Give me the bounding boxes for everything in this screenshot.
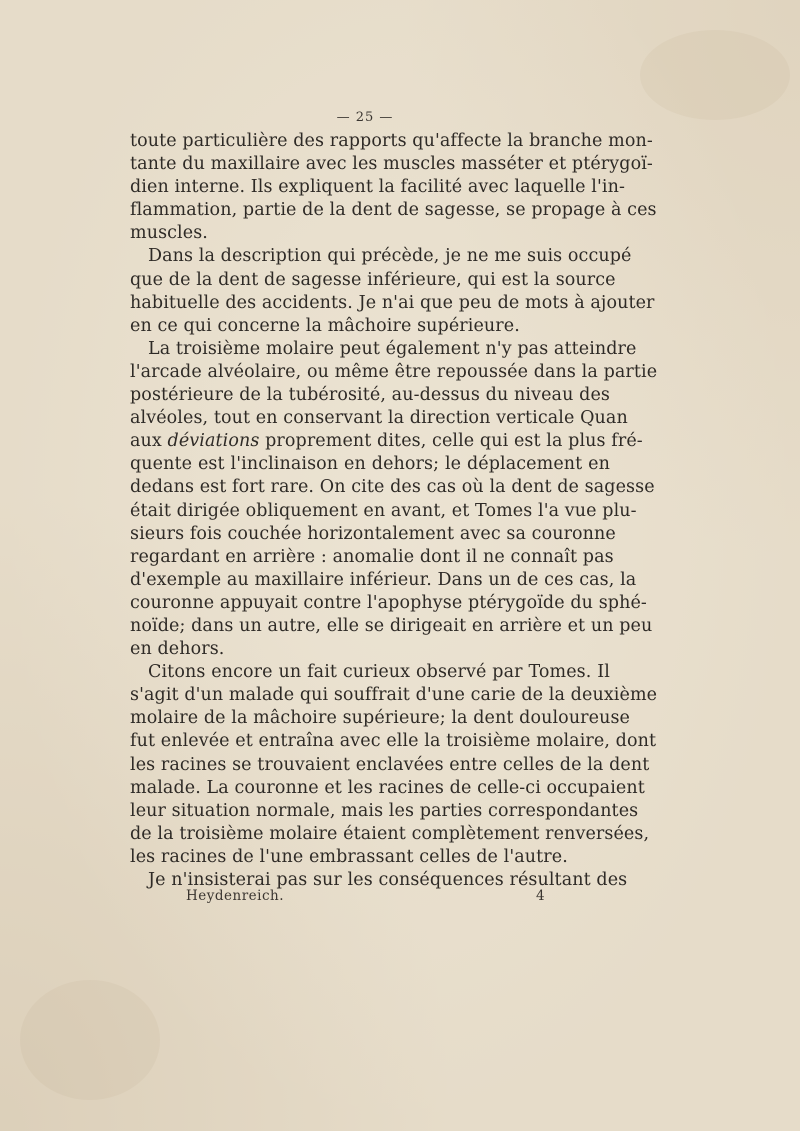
text-line: muscles. xyxy=(130,223,208,244)
paragraph xyxy=(130,245,655,337)
text-line: dedans est fort rare. On cite des cas où la dent de sagesse xyxy=(130,477,655,498)
text-line: de la troisième molaire étaient complètement renversées, xyxy=(130,823,650,844)
text-line: La troisième molaire peut également n'y pas atteindre xyxy=(148,338,637,359)
text-line: aux déviations proprement dites, celle qui est la plus fré- xyxy=(130,431,643,452)
text-line: fut enlevée et entraîna avec elle la troisième molaire, dont xyxy=(130,731,657,752)
text-line: tante du maxillaire avec les muscles masséter et ptérygoï- xyxy=(130,154,653,175)
emphasized-word: déviations xyxy=(167,431,260,452)
text-line: sieurs fois couchée horizontalement avec sa couronne xyxy=(130,523,616,544)
page-number: — 25 — xyxy=(336,110,394,125)
text-line: était dirigée obliquement en avant, et Tomes l'a vue plu- xyxy=(130,500,637,521)
paragraph xyxy=(130,661,658,869)
signature-mark: 4 xyxy=(536,888,545,904)
footer-author: Heydenreich. xyxy=(186,888,285,904)
text-line: noïde; dans un autre, elle se dirigeait en arrière et un peu xyxy=(130,615,653,636)
text-line: habituelle des accidents. Je n'ai que peu de mots à ajouter xyxy=(130,292,655,313)
text-line: l'arcade alvéolaire, ou même être repoussée dans la partie xyxy=(130,361,658,382)
text-line: Dans la description qui précède, je ne me suis occupé xyxy=(148,246,632,267)
text-line: les racines se trouvaient enclavées entre celles de la dent xyxy=(130,754,650,775)
paragraph xyxy=(130,338,658,661)
text-line: alvéoles, tout en conservant la direction verticale Quan xyxy=(130,408,628,429)
paragraph xyxy=(130,130,657,245)
text-line: les racines de l'une embrassant celles de l'autre. xyxy=(130,846,568,867)
text-line: molaire de la mâchoire supérieure; la dent douloureuse xyxy=(130,708,631,729)
text-line: quente est l'inclinaison en dehors; le déplacement en xyxy=(130,454,610,475)
text-line: s'agit d'un malade qui souffrait d'une carie de la deuxième xyxy=(130,685,658,706)
text-line: toute particulière des rapports qu'affecte la branche mon- xyxy=(130,131,653,151)
text-line: en ce qui concerne la mâchoire supérieure. xyxy=(130,315,520,336)
paper-stain xyxy=(20,980,160,1100)
text-line: d'exemple au maxillaire inférieur. Dans un de ces cas, la xyxy=(130,569,637,590)
text-line: postérieure de la tubérosité, au-dessus du niveau des xyxy=(130,385,610,406)
text-line: Je n'insisterai pas sur les conséquences résultant des xyxy=(148,870,628,890)
text-line: regardant en arrière : anomalie dont il ne connaît pas xyxy=(130,546,614,567)
text-line: flammation, partie de la dent de sagesse, se propage à ces xyxy=(130,200,657,221)
paper-stain xyxy=(640,30,790,120)
text-line: en dehors. xyxy=(130,639,225,660)
text-line: malade. La couronne et les racines de celle-ci occupaient xyxy=(130,777,645,798)
text-line: couronne appuyait contre l'apophyse ptérygoïde du sphé- xyxy=(130,592,647,613)
text-line: leur situation normale, mais les parties correspondantes xyxy=(130,800,639,821)
text-line: dien interne. Ils expliquent la facilité avec laquelle l'in- xyxy=(130,177,625,198)
body-text xyxy=(130,130,658,892)
text-line: Citons encore un fait curieux observé par Tomes. Il xyxy=(148,662,610,683)
text-line: que de la dent de sagesse inférieure, qui est la source xyxy=(130,269,616,290)
